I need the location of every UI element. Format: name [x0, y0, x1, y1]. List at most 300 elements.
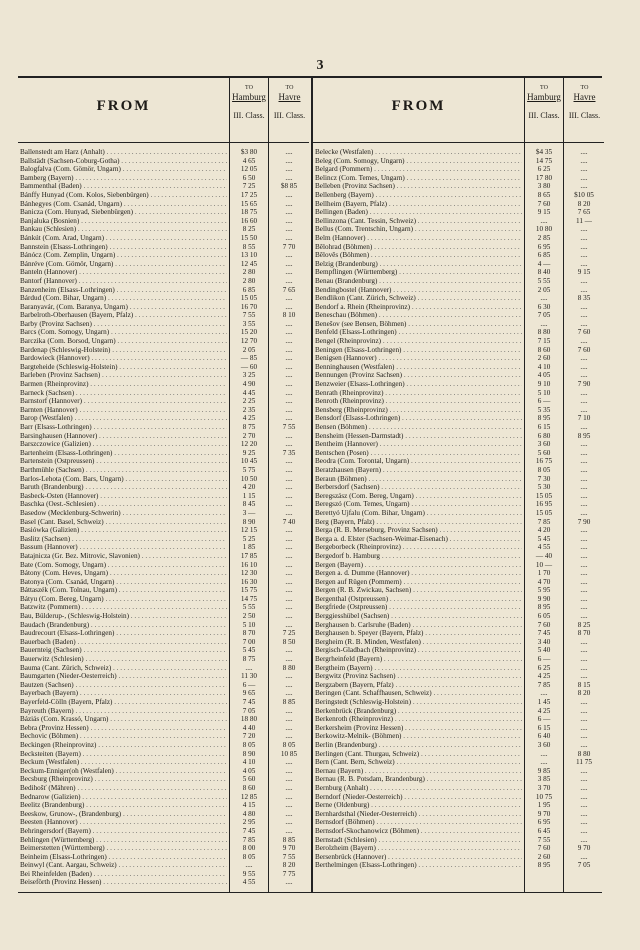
station-name: Ballstädt (Sachsen-Coburg-Gotha) . . .: [20, 157, 227, 166]
table-row: [313, 801, 604, 810]
table-row: [313, 397, 604, 406]
hamburg-fare: 17 85: [229, 552, 268, 561]
hamburg-fare: 2 60: [524, 354, 563, 363]
table-row: [18, 827, 309, 836]
table-row: [18, 260, 309, 269]
table-row: [313, 646, 604, 655]
table-row: [18, 191, 309, 200]
table-row: [313, 294, 604, 303]
station-name: Bauernteig (Sachsen) . . .: [20, 646, 227, 655]
table-row: [313, 406, 604, 415]
station-name: Benešov (see Bensen, Böhmen) . . .: [315, 320, 522, 329]
havre-fare: 11 —: [563, 217, 604, 226]
havre-fare: ....: [563, 801, 604, 810]
table-row: [313, 414, 604, 423]
hamburg-fare: 6 95: [524, 818, 563, 827]
hamburg-fare: 5 55: [524, 277, 563, 286]
hamburg-fare: 6 25: [524, 664, 563, 673]
table-row: [313, 603, 604, 612]
station-name: Beesten (Hannover) . . .: [20, 818, 227, 827]
station-name: Barcs (Com. Somogy, Ungarn) . . .: [20, 328, 227, 337]
table-row: [18, 182, 309, 191]
station-name: Barczika (Com. Borsod, Ungarn) . . .: [20, 337, 227, 346]
hamburg-fare: $4 35: [524, 148, 563, 157]
station-name: Bendlikon (Cant. Zürich, Schweiz) . . .: [315, 294, 522, 303]
havre-fare: ....: [563, 363, 604, 372]
station-name: Bennungen (Provinz Sachsen) . . .: [315, 371, 522, 380]
havre-fare: ....: [268, 655, 309, 664]
havre-fare: ....: [563, 827, 604, 836]
havre-fare: ....: [563, 466, 604, 475]
table-row: [18, 750, 309, 759]
havre-fare: ....: [268, 380, 309, 389]
station-name: Bátyu (Com. Bereg, Ungarn) . . .: [20, 595, 227, 604]
havre-fare: ....: [563, 148, 604, 157]
hamburg-fare: — 60: [229, 363, 268, 372]
table-row: [18, 526, 309, 535]
station-name: Berlingen (Cant. Thurgau, Schweiz) . . .: [315, 750, 522, 759]
table-row: [18, 801, 309, 810]
hamburg-fare: 3 85: [524, 775, 563, 784]
hamburg-fare: 1 45: [524, 698, 563, 707]
table-row: [313, 689, 604, 698]
hamburg-fare: 7 25: [229, 182, 268, 191]
hamburg-fare: 4 20: [524, 526, 563, 535]
havre-column-header: TO Havre III. Class.: [268, 78, 310, 142]
hamburg-fare: 2 05: [229, 346, 268, 355]
table-row: [18, 758, 309, 767]
station-name: Behringersdorf (Bayern) . . .: [20, 827, 227, 836]
station-name: Berg (Bayern, Pfalz) . . .: [315, 518, 522, 527]
station-name: Bersenbrück (Hannover) . . .: [315, 853, 522, 862]
table-row: [18, 346, 309, 355]
station-name: Bendingbostel (Hannover) . . .: [315, 286, 522, 295]
hamburg-fare: 7 60: [524, 200, 563, 209]
hamburg-fare: 10 45: [229, 457, 268, 466]
havre-fare: ....: [268, 268, 309, 277]
table-row: [313, 380, 604, 389]
hamburg-fare: 1 70: [524, 569, 563, 578]
hamburg-fare: 4 55: [524, 543, 563, 552]
station-name: Berkowitz-Melnik- (Böhmen) . . .: [315, 732, 522, 741]
havre-fare: $10 05: [563, 191, 604, 200]
havre-fare: ....: [563, 793, 604, 802]
havre-fare: ....: [268, 732, 309, 741]
table-row: [313, 234, 604, 243]
table-row: [313, 586, 604, 595]
havre-fare: ....: [563, 174, 604, 183]
station-name: Beleg (Com. Somogy, Ungarn) . . .: [315, 157, 522, 166]
station-name: Baumgarten (Nieder-Oesterreich) . . .: [20, 672, 227, 681]
hamburg-fare: 8 45: [229, 500, 268, 509]
table-row: [18, 569, 309, 578]
hamburg-fare: 4 05: [524, 371, 563, 380]
hamburg-fare: 4 80: [229, 810, 268, 819]
table-row: [18, 363, 309, 372]
table-row: [18, 509, 309, 518]
station-name: Báttaszék (Com. Tolnau, Ungarn) . . .: [20, 586, 227, 595]
hamburg-fare: 12 05: [229, 165, 268, 174]
station-name: Berghausen b. Carlsruhe (Baden) . . .: [315, 621, 522, 630]
station-name: Beckum (Westfalen) . . .: [20, 758, 227, 767]
table-row: [313, 303, 604, 312]
havre-fare: 8 85: [268, 836, 309, 845]
hamburg-fare: 12 20: [229, 440, 268, 449]
havre-fare: ....: [268, 810, 309, 819]
station-name: Bělohrad (Böhmen) . . .: [315, 243, 522, 252]
hamburg-fare: 2 95: [229, 818, 268, 827]
havre-fare: ....: [268, 689, 309, 698]
table-row: [313, 707, 604, 716]
hamburg-fare: 12 70: [229, 337, 268, 346]
hamburg-fare: 8 25: [229, 225, 268, 234]
table-row: [313, 818, 604, 827]
hamburg-fare: 12 15: [229, 526, 268, 535]
havre-fare: ....: [268, 483, 309, 492]
table-row: [313, 672, 604, 681]
hamburg-fare: 6 —: [524, 715, 563, 724]
station-name: Berga a. d. Elster (Sachsen-Weimar-Eisenach) . . .: [315, 535, 522, 544]
havre-fare: 8 80: [268, 664, 309, 673]
table-row: [313, 277, 604, 286]
havre-fare: ....: [563, 311, 604, 320]
havre-fare: ....: [563, 836, 604, 845]
table-row: [313, 629, 604, 638]
hamburg-fare: 5 75: [229, 466, 268, 475]
havre-fare: ....: [268, 578, 309, 587]
table-row: [313, 861, 604, 870]
hamburg-fare: 4 40: [229, 724, 268, 733]
hamburg-fare: 15 75: [229, 586, 268, 595]
hamburg-fare: 1 85: [229, 543, 268, 552]
hamburg-fare: 8 75: [229, 423, 268, 432]
hamburg-fare: 4 —: [524, 260, 563, 269]
table-row: [313, 655, 604, 664]
havre-fare: ....: [563, 784, 604, 793]
table-row: [313, 174, 604, 183]
hamburg-fare: 3 40: [524, 638, 563, 647]
havre-fare: ....: [563, 526, 604, 535]
havre-fare: ....: [268, 320, 309, 329]
havre-fare: ....: [563, 354, 604, 363]
station-name: Bankau (Schlesien) . . .: [20, 225, 227, 234]
table-row: [313, 552, 604, 561]
table-row: [313, 526, 604, 535]
havre-fare: 9 70: [268, 844, 309, 853]
hamburg-fare: 4 05: [229, 767, 268, 776]
station-name: Berkersheim (Provinz Hessen) . . .: [315, 724, 522, 733]
table-row: [313, 251, 604, 260]
station-name: Bělověs (Böhmen) . . .: [315, 251, 522, 260]
havre-fare: ....: [268, 561, 309, 570]
table-row: [313, 260, 604, 269]
table-row: [18, 234, 309, 243]
havre-fare: ....: [268, 784, 309, 793]
havre-fare: 7 55: [268, 853, 309, 862]
station-name: Barsinghausen (Hannover) . . .: [20, 432, 227, 441]
havre-fare: 8 20: [268, 861, 309, 870]
havre-fare: ....: [268, 818, 309, 827]
havre-fare: ....: [563, 182, 604, 191]
table-row: [18, 664, 309, 673]
table-row: [313, 793, 604, 802]
table-row: [18, 552, 309, 561]
station-name: Bardowieck (Hannover) . . .: [20, 354, 227, 363]
havre-fare: ....: [268, 354, 309, 363]
station-name: Benrath (Rheinprovinz) . . .: [315, 389, 522, 398]
hamburg-fare: 18 75: [229, 208, 268, 217]
havre-fare: ....: [563, 586, 604, 595]
havre-fare: ....: [563, 440, 604, 449]
havre-column-header: TO Havre III. Class.: [563, 78, 605, 142]
station-name: Berbersdorf (Sachsen) . . .: [315, 483, 522, 492]
hamburg-fare: 10 75: [524, 793, 563, 802]
station-name: Bergzabern (Bayern, Pfalz) . . .: [315, 681, 522, 690]
table-row: [313, 535, 604, 544]
station-name: Bayerbach (Bayern) . . .: [20, 689, 227, 698]
hamburg-fare: 9 85: [524, 767, 563, 776]
hamburg-fare: 4 25: [524, 707, 563, 716]
table-row: [18, 157, 309, 166]
hamburg-fare: 16 30: [229, 578, 268, 587]
hamburg-fare: 4 20: [229, 483, 268, 492]
table-row: [313, 320, 604, 329]
havre-fare: ....: [268, 535, 309, 544]
hamburg-fare: 15 05: [524, 492, 563, 501]
station-name: Becksteiten (Bayern) . . .: [20, 750, 227, 759]
hamburg-fare: 4 10: [229, 758, 268, 767]
station-name: Beckum-Enniger(oh (Westfalen) . . .: [20, 767, 227, 776]
havre-fare: ....: [563, 389, 604, 398]
hamburg-fare: 14 75: [524, 157, 563, 166]
station-name: Berne (Oldenburg) . . .: [315, 801, 522, 810]
table-row: [18, 243, 309, 252]
station-name: Bebra (Provinz Hessen) . . .: [20, 724, 227, 733]
station-name: Bardenap (Schleswig-Holstein) . . .: [20, 346, 227, 355]
havre-fare: ....: [268, 543, 309, 552]
table-row: [18, 767, 309, 776]
table-row: [18, 371, 309, 380]
hamburg-fare: 3 25: [229, 371, 268, 380]
hamburg-fare: 5 25: [229, 535, 268, 544]
hamburg-fare: 7 85: [524, 681, 563, 690]
havre-fare: 8 25: [563, 621, 604, 630]
table-row: [313, 844, 604, 853]
table-row: [313, 182, 604, 191]
station-name: Bauma (Cant. Zürich, Schweiz) . . .: [20, 664, 227, 673]
table-row: [313, 371, 604, 380]
havre-fare: 7 90: [563, 518, 604, 527]
havre-fare: ....: [268, 406, 309, 415]
table-row: [18, 818, 309, 827]
hamburg-fare: ....: [524, 320, 563, 329]
rate-table: [18, 76, 602, 893]
station-name: Beratzhausen (Bayern) . . .: [315, 466, 522, 475]
havre-fare: ....: [563, 371, 604, 380]
table-row: [18, 646, 309, 655]
hamburg-fare: 3 55: [229, 320, 268, 329]
station-name: Bassum (Hannover) . . .: [20, 543, 227, 552]
hamburg-fare: 7 45: [229, 698, 268, 707]
station-name: Bauerwitz (Schlesien) . . .: [20, 655, 227, 664]
havre-fare: ....: [268, 277, 309, 286]
station-name: Behlingen (Württemberg) . . .: [20, 836, 227, 845]
havre-fare: ....: [563, 406, 604, 415]
table-row: [18, 165, 309, 174]
havre-fare: ....: [268, 681, 309, 690]
hamburg-fare: 6 45: [524, 827, 563, 836]
left-rows: [18, 148, 309, 887]
hamburg-fare: 17 80: [524, 174, 563, 183]
havre-fare: ....: [563, 724, 604, 733]
havre-fare: ....: [563, 741, 604, 750]
station-name: Berghausen b. Speyer (Bayern, Pfalz) . . .: [315, 629, 522, 638]
station-name: Bensdorf (Elsass-Lothringen) . . .: [315, 414, 522, 423]
hamburg-fare: 2 80: [229, 268, 268, 277]
havre-fare: 9 15: [563, 268, 604, 277]
station-name: Barleben (Provinz Sachsen) . . .: [20, 371, 227, 380]
station-name: Bánffy Hunyad (Com. Kolos, Siebenbürgen) . . .: [20, 191, 227, 200]
hamburg-fare: 5 60: [229, 775, 268, 784]
havre-fare: ....: [563, 767, 604, 776]
station-name: Baranyavár, (Com. Baranya, Ungarn) . . .: [20, 303, 227, 312]
table-row: [313, 457, 604, 466]
table-row: [18, 440, 309, 449]
hamburg-fare: 4 45: [229, 389, 268, 398]
havre-fare: ....: [268, 157, 309, 166]
havre-fare: ....: [268, 337, 309, 346]
havre-fare: ....: [563, 337, 604, 346]
table-row: [313, 664, 604, 673]
havre-fare: ....: [268, 758, 309, 767]
table-row: [18, 578, 309, 587]
havre-fare: 11 75: [563, 758, 604, 767]
table-row: [18, 629, 309, 638]
havre-fare: ....: [268, 827, 309, 836]
hamburg-fare: 5 55: [229, 603, 268, 612]
table-row: [18, 603, 309, 612]
havre-fare: ....: [563, 225, 604, 234]
station-name: Baruth (Brandenburg) . . .: [20, 483, 227, 492]
havre-fare: ....: [563, 672, 604, 681]
havre-fare: ....: [268, 595, 309, 604]
havre-fare: 8 35: [563, 294, 604, 303]
hamburg-fare: 8 80: [524, 328, 563, 337]
hamburg-fare: 9 90: [524, 595, 563, 604]
havre-fare: ....: [268, 586, 309, 595]
hamburg-fare: 7 85: [229, 836, 268, 845]
table-row: [18, 148, 309, 157]
hamburg-fare: 8 05: [229, 853, 268, 862]
station-name: Berolzheim (Bayern) . . .: [315, 844, 522, 853]
hamburg-fare: 8 65: [524, 191, 563, 200]
havre-fare: ....: [268, 225, 309, 234]
havre-fare: 8 50: [268, 638, 309, 647]
table-row: [18, 320, 309, 329]
table-row: [18, 741, 309, 750]
hamburg-fare: 9 65: [229, 689, 268, 698]
table-row: [313, 354, 604, 363]
hamburg-fare: 10 50: [229, 475, 268, 484]
hamburg-fare: 8 05: [229, 741, 268, 750]
havre-fare: 8 80: [563, 750, 604, 759]
hamburg-fare: 3 60: [524, 741, 563, 750]
station-name: Bantorf (Hannover) . . .: [20, 277, 227, 286]
havre-fare: ....: [268, 775, 309, 784]
hamburg-fare: 7 45: [229, 827, 268, 836]
table-row: [313, 500, 604, 509]
hamburg-fare: 7 15: [524, 337, 563, 346]
station-name: Beodra (Com. Torontal, Ungarn) . . .: [315, 457, 522, 466]
station-name: Beregszász (Com. Bereg, Ungarn) . . .: [315, 492, 522, 501]
havre-fare: ....: [268, 767, 309, 776]
station-name: Berlin (Brandenburg) . . .: [315, 741, 522, 750]
hamburg-fare: 2 80: [229, 277, 268, 286]
hamburg-fare: 4 90: [229, 380, 268, 389]
havre-fare: ....: [563, 260, 604, 269]
table-row: [18, 311, 309, 320]
havre-fare: ....: [268, 414, 309, 423]
hamburg-fare: 9 70: [524, 810, 563, 819]
station-name: Bentschen (Posen) . . .: [315, 449, 522, 458]
havre-fare: ....: [563, 543, 604, 552]
hamburg-fare: 5 10: [524, 389, 563, 398]
table-row: [18, 449, 309, 458]
hamburg-fare: 8 60: [229, 784, 268, 793]
station-name: Basbeck-Osten (Hannover) . . .: [20, 492, 227, 501]
table-row: [313, 148, 604, 157]
table-row: [313, 715, 604, 724]
hamburg-fare: 6 85: [229, 286, 268, 295]
table-row: [313, 165, 604, 174]
station-name: Belm (Hannover) . . .: [315, 234, 522, 243]
station-name: Beelitz (Brandenburg) . . .: [20, 801, 227, 810]
havre-fare: ....: [268, 707, 309, 716]
hamburg-fare: 8 70: [229, 629, 268, 638]
station-name: Bergtheim (Bayern) . . .: [315, 664, 522, 673]
station-name: Barbelroth-Oberhausen (Bayern, Pfalz) . . .: [20, 311, 227, 320]
havre-fare: ....: [563, 457, 604, 466]
havre-fare: ....: [268, 621, 309, 630]
table-row: [313, 346, 604, 355]
havre-fare: ....: [563, 243, 604, 252]
hamburg-fare: 8 05: [524, 466, 563, 475]
station-name: Bergrheinfeld (Bayern) . . .: [315, 655, 522, 664]
table-row: [313, 569, 604, 578]
havre-fare: 7 90: [563, 380, 604, 389]
station-name: Bedihošť (Mähren) . . .: [20, 784, 227, 793]
hamburg-fare: 5 60: [524, 449, 563, 458]
havre-fare: ....: [268, 174, 309, 183]
havre-fare: ....: [563, 646, 604, 655]
table-row: [18, 836, 309, 845]
havre-fare: ....: [563, 561, 604, 570]
station-name: Beinwyl (Cant. Aargau, Schweiz) . . .: [20, 861, 227, 870]
table-row: [18, 389, 309, 398]
havre-fare: ....: [268, 303, 309, 312]
station-name: Bergeborbeck (Rheinprovinz) . . .: [315, 543, 522, 552]
table-row: [18, 775, 309, 784]
hamburg-fare: 2 25: [229, 397, 268, 406]
station-name: Becsburg (Rheinprovinz) . . .: [20, 775, 227, 784]
station-name: Berettyó Ujfalu (Com. Bihar, Ungarn) . . .: [315, 509, 522, 518]
station-name: Belleben (Provinz Sachsen) . . .: [315, 182, 522, 191]
station-name: Belincz (Com. Temes, Ungarn) . . .: [315, 174, 522, 183]
havre-fare: ....: [268, 878, 309, 887]
hamburg-column-header: TO Hamburg III. Class.: [524, 78, 563, 142]
havre-fare: ....: [563, 595, 604, 604]
station-name: Bempflingen (Württemberg) . . .: [315, 268, 522, 277]
